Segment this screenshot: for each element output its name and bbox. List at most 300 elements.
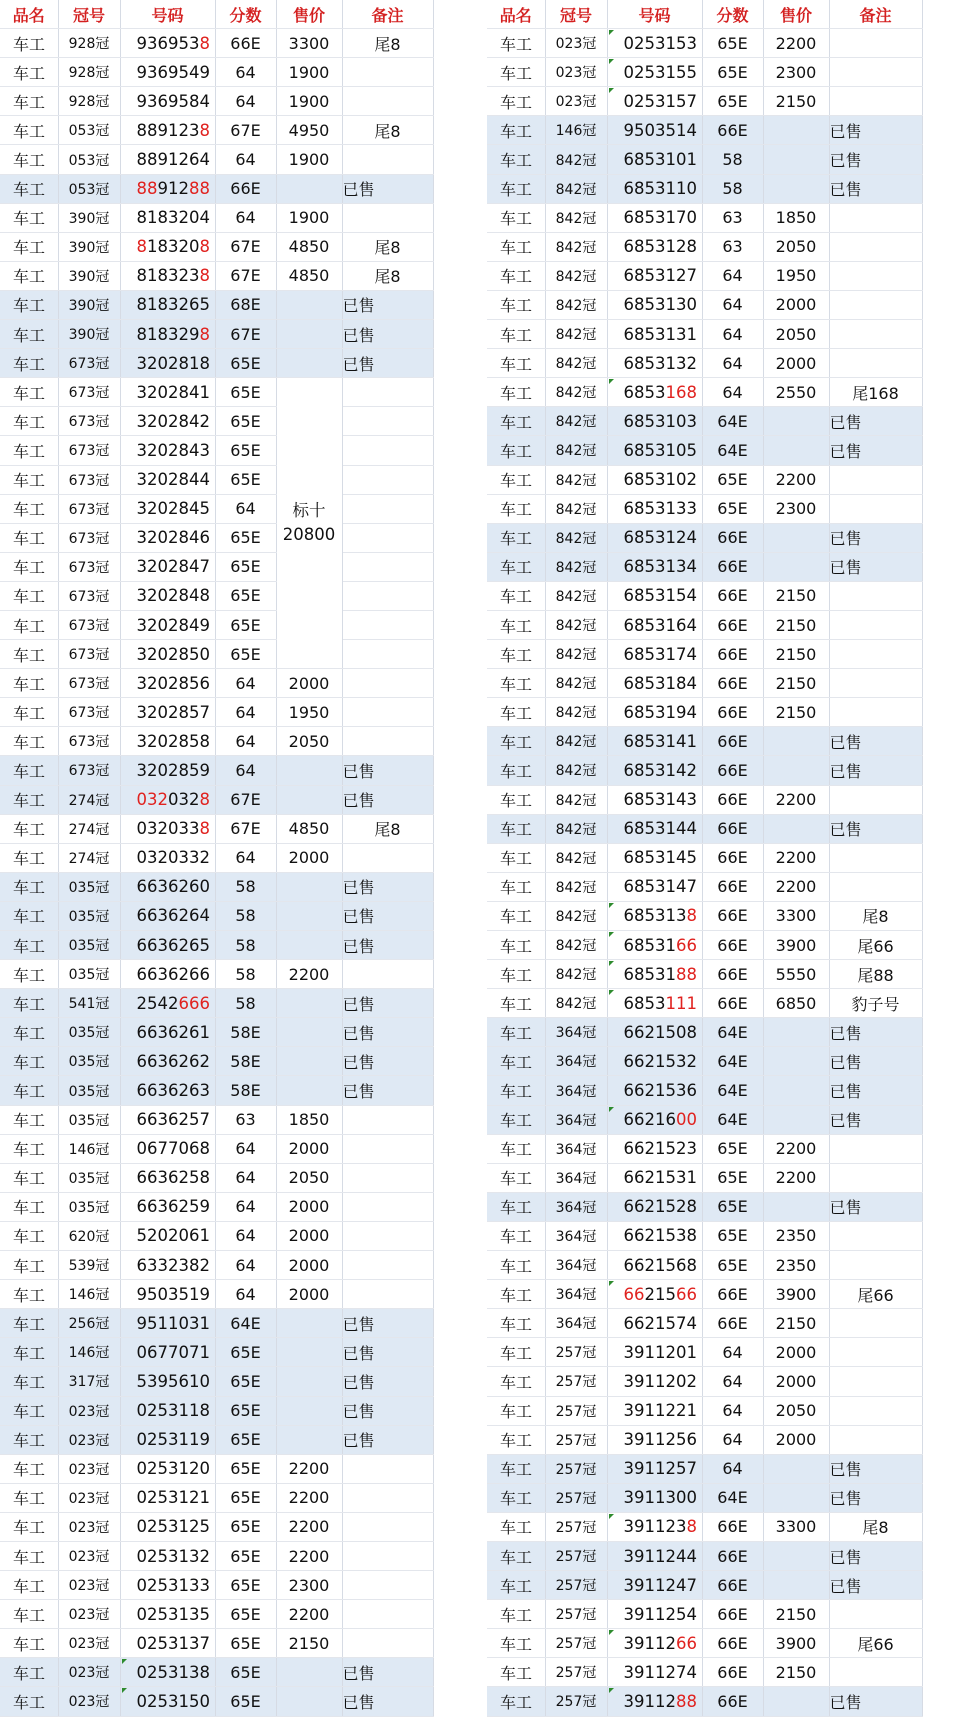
cell-note[interactable]: 已售 (342, 756, 433, 785)
cell-price[interactable] (763, 145, 829, 174)
cell-number[interactable] (120, 349, 215, 378)
cell-note[interactable]: 已售 (342, 1396, 433, 1425)
cell-note[interactable]: 已售 (829, 174, 922, 203)
cell-name[interactable]: 车工 (487, 1251, 545, 1280)
cell-series[interactable]: 390冠 (58, 261, 120, 290)
cell-series[interactable]: 364冠 (545, 1280, 607, 1309)
cell-score[interactable]: 65E (702, 1251, 763, 1280)
cell-series[interactable]: 023冠 (58, 1629, 120, 1658)
cell-number[interactable] (120, 1483, 215, 1512)
cell-number[interactable] (607, 872, 702, 901)
cell-name[interactable]: 车工 (487, 1192, 545, 1221)
cell-series[interactable]: 023冠 (545, 29, 607, 58)
cell-score[interactable]: 58 (702, 145, 763, 174)
cell-note[interactable]: 已售 (829, 727, 922, 756)
cell-note[interactable]: 已售 (342, 320, 433, 349)
cell-number[interactable] (120, 29, 215, 58)
cell-price[interactable]: 2200 (276, 1541, 342, 1570)
cell-number[interactable] (120, 145, 215, 174)
cell-number[interactable] (120, 232, 215, 261)
cell-number[interactable] (607, 29, 702, 58)
cell-series[interactable]: 053冠 (58, 174, 120, 203)
cell-note[interactable]: 豹子号 (829, 989, 922, 1018)
cell-name[interactable]: 车工 (487, 1571, 545, 1600)
cell-series[interactable]: 023冠 (58, 1454, 120, 1483)
cell-score[interactable]: 64 (215, 145, 276, 174)
cell-note[interactable] (342, 203, 433, 232)
cell-price[interactable] (276, 989, 342, 1018)
cell-score[interactable]: 64E (702, 1105, 763, 1134)
cell-number[interactable] (120, 1396, 215, 1425)
cell-name[interactable]: 车工 (0, 640, 58, 669)
cell-number[interactable] (607, 1221, 702, 1250)
cell-note[interactable]: 已售 (342, 1018, 433, 1047)
cell-name[interactable]: 车工 (487, 465, 545, 494)
cell-series[interactable]: 673冠 (58, 756, 120, 785)
cell-price[interactable] (763, 1454, 829, 1483)
cell-score[interactable]: 64E (702, 1483, 763, 1512)
cell-name[interactable]: 车工 (0, 174, 58, 203)
cell-note[interactable]: 已售 (829, 1571, 922, 1600)
cell-note[interactable]: 尾168 (829, 378, 922, 407)
cell-name[interactable]: 车工 (0, 1571, 58, 1600)
cell-series[interactable]: 673冠 (58, 669, 120, 698)
cell-note[interactable]: 已售 (342, 1425, 433, 1454)
cell-price[interactable]: 2150 (763, 1309, 829, 1338)
cell-note[interactable] (342, 610, 433, 639)
cell-number[interactable] (607, 1454, 702, 1483)
cell-price[interactable] (763, 814, 829, 843)
cell-score[interactable]: 67E (215, 814, 276, 843)
cell-price[interactable]: 3300 (763, 901, 829, 930)
cell-number[interactable] (607, 1047, 702, 1076)
cell-series[interactable]: 364冠 (545, 1192, 607, 1221)
cell-series[interactable]: 673冠 (58, 436, 120, 465)
cell-price[interactable] (763, 1483, 829, 1512)
cell-score[interactable]: 64 (215, 87, 276, 116)
cell-score[interactable]: 67E (215, 232, 276, 261)
cell-name[interactable]: 车工 (487, 610, 545, 639)
cell-note[interactable]: 已售 (829, 116, 922, 145)
cell-note[interactable]: 已售 (829, 1687, 922, 1716)
cell-note[interactable]: 已售 (829, 145, 922, 174)
cell-number[interactable] (120, 58, 215, 87)
cell-score[interactable]: 65E (215, 1600, 276, 1629)
cell-number[interactable] (607, 814, 702, 843)
cell-name[interactable]: 车工 (0, 1309, 58, 1338)
cell-note[interactable] (342, 640, 433, 669)
cell-score[interactable]: 58E (215, 1047, 276, 1076)
cell-note[interactable] (829, 843, 922, 872)
cell-price[interactable]: 1900 (276, 145, 342, 174)
cell-number[interactable] (120, 436, 215, 465)
cell-number[interactable] (607, 960, 702, 989)
cell-price[interactable]: 2000 (276, 1134, 342, 1163)
cell-number[interactable] (607, 290, 702, 319)
cell-score[interactable]: 66E (215, 29, 276, 58)
cell-score[interactable]: 63 (702, 203, 763, 232)
cell-series[interactable]: 257冠 (545, 1367, 607, 1396)
cell-name[interactable]: 车工 (0, 1512, 58, 1541)
cell-name[interactable]: 车工 (487, 261, 545, 290)
cell-series[interactable]: 673冠 (58, 610, 120, 639)
cell-series[interactable]: 842冠 (545, 465, 607, 494)
cell-series[interactable]: 842冠 (545, 989, 607, 1018)
cell-price[interactable]: 2200 (276, 1483, 342, 1512)
cell-price[interactable] (276, 174, 342, 203)
cell-number[interactable] (120, 87, 215, 116)
cell-note[interactable] (342, 1280, 433, 1309)
cell-number[interactable] (607, 931, 702, 960)
cell-series[interactable]: 023冠 (545, 58, 607, 87)
cell-score[interactable]: 65E (215, 640, 276, 669)
cell-note[interactable] (829, 261, 922, 290)
cell-number[interactable] (120, 785, 215, 814)
cell-name[interactable]: 车工 (0, 465, 58, 494)
cell-series[interactable]: 364冠 (545, 1134, 607, 1163)
cell-score[interactable]: 66E (702, 581, 763, 610)
cell-price[interactable]: 2050 (763, 232, 829, 261)
cell-note[interactable]: 已售 (829, 552, 922, 581)
cell-score[interactable]: 66E (702, 1309, 763, 1338)
cell-note[interactable]: 已售 (342, 1047, 433, 1076)
cell-score[interactable]: 65E (702, 58, 763, 87)
cell-price[interactable]: 5550 (763, 960, 829, 989)
cell-series[interactable]: 364冠 (545, 1018, 607, 1047)
cell-score[interactable]: 64 (215, 494, 276, 523)
cell-price[interactable]: 1900 (276, 87, 342, 116)
cell-name[interactable]: 车工 (487, 1047, 545, 1076)
cell-score[interactable]: 65E (215, 523, 276, 552)
cell-score[interactable]: 64E (702, 1047, 763, 1076)
cell-price[interactable] (276, 349, 342, 378)
cell-score[interactable]: 64 (215, 727, 276, 756)
cell-note[interactable] (829, 203, 922, 232)
cell-name[interactable]: 车工 (487, 1425, 545, 1454)
cell-name[interactable]: 车工 (487, 174, 545, 203)
cell-score[interactable]: 67E (215, 320, 276, 349)
cell-price[interactable]: 2200 (763, 1134, 829, 1163)
cell-number[interactable] (120, 1309, 215, 1338)
cell-price[interactable]: 2200 (763, 843, 829, 872)
cell-name[interactable]: 车工 (487, 1483, 545, 1512)
cell-number[interactable] (607, 727, 702, 756)
cell-series[interactable]: 620冠 (58, 1221, 120, 1250)
cell-series[interactable]: 842冠 (545, 320, 607, 349)
cell-score[interactable]: 66E (702, 523, 763, 552)
cell-score[interactable]: 65E (215, 552, 276, 581)
cell-note[interactable]: 已售 (342, 989, 433, 1018)
cell-name[interactable]: 车工 (487, 1367, 545, 1396)
cell-number[interactable] (120, 1600, 215, 1629)
cell-note[interactable]: 尾8 (829, 1512, 922, 1541)
cell-name[interactable]: 车工 (0, 960, 58, 989)
cell-number[interactable] (120, 261, 215, 290)
cell-name[interactable]: 车工 (0, 1076, 58, 1105)
cell-note[interactable] (829, 1163, 922, 1192)
cell-series[interactable]: 673冠 (58, 727, 120, 756)
cell-note[interactable]: 已售 (342, 1309, 433, 1338)
cell-number[interactable] (120, 203, 215, 232)
cell-note[interactable] (829, 1425, 922, 1454)
cell-number[interactable] (120, 378, 215, 407)
cell-score[interactable]: 58 (215, 872, 276, 901)
cell-name[interactable]: 车工 (0, 1105, 58, 1134)
cell-number[interactable] (120, 843, 215, 872)
cell-score[interactable]: 65E (215, 1425, 276, 1454)
cell-note[interactable] (829, 1251, 922, 1280)
cell-name[interactable]: 车工 (0, 1629, 58, 1658)
cell-series[interactable]: 023冠 (58, 1396, 120, 1425)
cell-price[interactable] (276, 320, 342, 349)
cell-series[interactable]: 035冠 (58, 1018, 120, 1047)
cell-note[interactable] (829, 1600, 922, 1629)
cell-series[interactable]: 274冠 (58, 814, 120, 843)
cell-number[interactable] (607, 640, 702, 669)
cell-score[interactable]: 63 (215, 1105, 276, 1134)
cell-score[interactable]: 66E (702, 814, 763, 843)
cell-name[interactable]: 车工 (487, 931, 545, 960)
cell-note[interactable] (342, 727, 433, 756)
cell-note[interactable] (342, 58, 433, 87)
cell-note[interactable] (342, 843, 433, 872)
cell-name[interactable]: 车工 (487, 203, 545, 232)
cell-price[interactable]: 2200 (763, 872, 829, 901)
cell-number[interactable] (607, 1367, 702, 1396)
cell-number[interactable] (120, 1163, 215, 1192)
cell-note[interactable] (829, 1134, 922, 1163)
cell-name[interactable]: 车工 (0, 669, 58, 698)
cell-score[interactable]: 65E (215, 1367, 276, 1396)
cell-series[interactable]: 035冠 (58, 901, 120, 930)
cell-note[interactable]: 已售 (829, 756, 922, 785)
cell-price[interactable]: 2200 (276, 1512, 342, 1541)
cell-price[interactable]: 2300 (276, 1571, 342, 1600)
cell-note[interactable] (342, 145, 433, 174)
cell-score[interactable]: 66E (702, 756, 763, 785)
cell-score[interactable]: 66E (702, 1571, 763, 1600)
cell-series[interactable]: 842冠 (545, 290, 607, 319)
cell-note[interactable] (342, 960, 433, 989)
cell-series[interactable]: 842冠 (545, 232, 607, 261)
cell-score[interactable]: 64 (702, 1396, 763, 1425)
cell-score[interactable]: 68E (215, 290, 276, 319)
cell-series[interactable]: 257冠 (545, 1571, 607, 1600)
cell-name[interactable]: 车工 (487, 1600, 545, 1629)
cell-name[interactable]: 车工 (487, 989, 545, 1018)
cell-price[interactable]: 2000 (276, 1251, 342, 1280)
cell-score[interactable]: 64 (215, 1163, 276, 1192)
cell-score[interactable]: 65E (702, 1134, 763, 1163)
cell-name[interactable]: 车工 (0, 1425, 58, 1454)
cell-note[interactable]: 已售 (829, 814, 922, 843)
cell-series[interactable]: 842冠 (545, 785, 607, 814)
cell-series[interactable]: 842冠 (545, 698, 607, 727)
cell-name[interactable]: 车工 (487, 901, 545, 930)
cell-series[interactable]: 842冠 (545, 378, 607, 407)
cell-price[interactable]: 2050 (763, 320, 829, 349)
cell-note[interactable] (829, 1309, 922, 1338)
cell-price[interactable]: 1900 (276, 203, 342, 232)
cell-score[interactable]: 66E (702, 1512, 763, 1541)
cell-name[interactable]: 车工 (487, 1163, 545, 1192)
cell-price[interactable]: 2150 (763, 1658, 829, 1687)
cell-score[interactable]: 66E (702, 552, 763, 581)
cell-note[interactable] (342, 436, 433, 465)
cell-series[interactable]: 257冠 (545, 1396, 607, 1425)
cell-series[interactable]: 257冠 (545, 1687, 607, 1716)
cell-number[interactable] (607, 1134, 702, 1163)
cell-name[interactable]: 车工 (0, 727, 58, 756)
cell-series[interactable]: 035冠 (58, 1076, 120, 1105)
cell-price[interactable] (763, 1047, 829, 1076)
cell-series[interactable]: 539冠 (58, 1251, 120, 1280)
cell-name[interactable]: 车工 (0, 290, 58, 319)
cell-series[interactable]: 035冠 (58, 872, 120, 901)
cell-series[interactable]: 274冠 (58, 843, 120, 872)
cell-series[interactable]: 257冠 (545, 1600, 607, 1629)
cell-series[interactable]: 928冠 (58, 29, 120, 58)
cell-price[interactable] (763, 436, 829, 465)
cell-price[interactable]: 4850 (276, 261, 342, 290)
cell-series[interactable]: 053冠 (58, 116, 120, 145)
cell-name[interactable]: 车工 (487, 727, 545, 756)
cell-series[interactable]: 390冠 (58, 232, 120, 261)
cell-note[interactable]: 已售 (342, 1658, 433, 1687)
cell-series[interactable]: 390冠 (58, 320, 120, 349)
cell-number[interactable] (120, 669, 215, 698)
cell-name[interactable]: 车工 (0, 523, 58, 552)
cell-price[interactable]: 2150 (276, 1629, 342, 1658)
cell-price[interactable]: 1950 (763, 261, 829, 290)
cell-name[interactable]: 车工 (0, 901, 58, 930)
cell-series[interactable]: 035冠 (58, 1163, 120, 1192)
cell-note[interactable] (342, 378, 433, 407)
cell-price[interactable] (763, 523, 829, 552)
cell-score[interactable]: 66E (702, 610, 763, 639)
cell-price[interactable]: 3300 (276, 29, 342, 58)
cell-note[interactable] (829, 1396, 922, 1425)
cell-price[interactable] (276, 1309, 342, 1338)
cell-score[interactable]: 65E (702, 1192, 763, 1221)
cell-note[interactable]: 已售 (829, 1454, 922, 1483)
cell-score[interactable]: 58E (215, 1076, 276, 1105)
cell-number[interactable] (120, 1105, 215, 1134)
cell-score[interactable]: 65E (215, 1629, 276, 1658)
cell-number[interactable] (120, 581, 215, 610)
cell-name[interactable]: 车工 (0, 1221, 58, 1250)
cell-name[interactable]: 车工 (487, 785, 545, 814)
cell-number[interactable] (607, 552, 702, 581)
cell-price[interactable] (276, 1658, 342, 1687)
cell-score[interactable]: 64E (702, 436, 763, 465)
cell-score[interactable]: 58E (215, 1018, 276, 1047)
cell-note[interactable] (342, 1105, 433, 1134)
cell-name[interactable]: 车工 (0, 1541, 58, 1570)
cell-note[interactable] (829, 610, 922, 639)
cell-number[interactable] (607, 1541, 702, 1570)
cell-score[interactable]: 66E (702, 727, 763, 756)
cell-note[interactable] (342, 494, 433, 523)
cell-number[interactable] (120, 1571, 215, 1600)
cell-name[interactable]: 车工 (0, 872, 58, 901)
cell-name[interactable]: 车工 (487, 814, 545, 843)
cell-name[interactable]: 车工 (487, 232, 545, 261)
cell-price[interactable] (276, 901, 342, 930)
cell-note[interactable]: 已售 (342, 901, 433, 930)
cell-number[interactable] (607, 320, 702, 349)
cell-score[interactable]: 65E (215, 1338, 276, 1367)
cell-series[interactable]: 364冠 (545, 1163, 607, 1192)
cell-series[interactable]: 023冠 (58, 1512, 120, 1541)
cell-score[interactable]: 64E (702, 1076, 763, 1105)
cell-series[interactable]: 928冠 (58, 58, 120, 87)
cell-number[interactable] (120, 465, 215, 494)
cell-name[interactable]: 车工 (0, 785, 58, 814)
cell-series[interactable]: 928冠 (58, 87, 120, 116)
cell-series[interactable]: 035冠 (58, 931, 120, 960)
cell-name[interactable]: 车工 (0, 814, 58, 843)
cell-score[interactable]: 66E (702, 843, 763, 872)
cell-number[interactable] (607, 1658, 702, 1687)
cell-note[interactable]: 已售 (829, 1541, 922, 1570)
cell-score[interactable]: 65E (702, 1163, 763, 1192)
cell-name[interactable]: 车工 (0, 378, 58, 407)
cell-score[interactable]: 66E (702, 1541, 763, 1570)
cell-name[interactable]: 车工 (0, 756, 58, 785)
cell-number[interactable] (120, 407, 215, 436)
cell-price[interactable]: 2200 (763, 1163, 829, 1192)
cell-note[interactable] (342, 669, 433, 698)
cell-price[interactable] (763, 1018, 829, 1047)
cell-price[interactable]: 4950 (276, 116, 342, 145)
cell-score[interactable]: 64 (702, 1338, 763, 1367)
cell-score[interactable]: 64 (702, 1367, 763, 1396)
cell-number[interactable] (120, 1454, 215, 1483)
cell-number[interactable] (120, 1367, 215, 1396)
cell-number[interactable] (607, 465, 702, 494)
cell-series[interactable]: 146冠 (58, 1338, 120, 1367)
cell-score[interactable]: 66E (702, 1600, 763, 1629)
cell-note[interactable]: 已售 (829, 1076, 922, 1105)
cell-number[interactable] (120, 1658, 215, 1687)
cell-note[interactable] (342, 523, 433, 552)
cell-number[interactable] (120, 727, 215, 756)
cell-name[interactable]: 车工 (487, 378, 545, 407)
cell-name[interactable]: 车工 (487, 1658, 545, 1687)
cell-name[interactable]: 车工 (0, 1483, 58, 1512)
cell-score[interactable]: 65E (215, 1687, 276, 1716)
cell-score[interactable]: 64 (215, 756, 276, 785)
cell-price[interactable] (276, 756, 342, 785)
cell-series[interactable]: 842冠 (545, 814, 607, 843)
cell-price[interactable] (276, 1396, 342, 1425)
cell-series[interactable]: 023冠 (58, 1600, 120, 1629)
cell-score[interactable]: 65E (702, 29, 763, 58)
cell-price[interactable]: 2200 (763, 465, 829, 494)
cell-score[interactable]: 66E (702, 640, 763, 669)
cell-name[interactable]: 车工 (0, 58, 58, 87)
cell-name[interactable]: 车工 (0, 1047, 58, 1076)
cell-number[interactable] (120, 901, 215, 930)
cell-series[interactable]: 257冠 (545, 1658, 607, 1687)
cell-name[interactable]: 车工 (487, 552, 545, 581)
cell-score[interactable]: 58 (215, 901, 276, 930)
cell-series[interactable]: 023冠 (545, 87, 607, 116)
cell-name[interactable]: 车工 (487, 523, 545, 552)
cell-name[interactable]: 车工 (487, 87, 545, 116)
cell-note[interactable] (829, 1658, 922, 1687)
